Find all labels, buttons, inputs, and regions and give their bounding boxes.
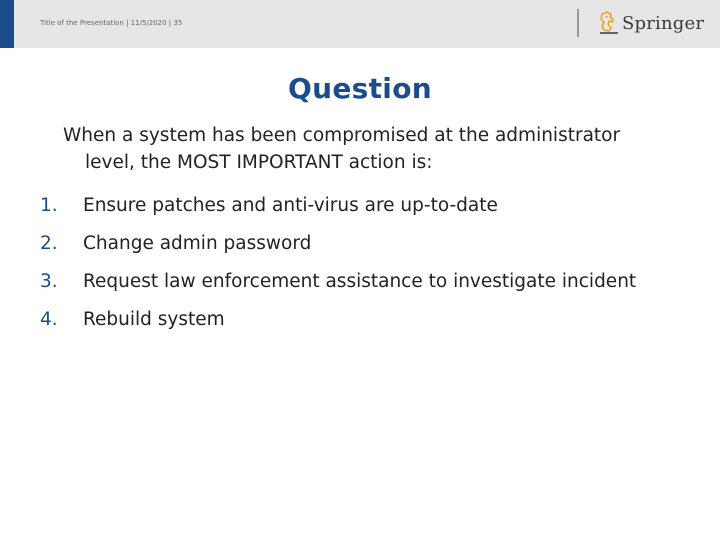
answer-option-3: [40, 262, 700, 300]
answer-options-list: [40, 186, 700, 338]
option-number: 2.: [40, 232, 58, 254]
option-text: Change admin password: [83, 232, 312, 254]
option-number: 3.: [40, 270, 58, 292]
option-text: Rebuild system: [83, 308, 225, 330]
springer-logo-text: Springer: [622, 12, 705, 34]
option-text: Ensure patches and anti-virus are up-to-date: [83, 194, 498, 216]
header-bar: [0, 0, 720, 48]
answer-option-2: [40, 224, 700, 262]
answer-option-1: [40, 186, 700, 224]
header-accent-strip: [0, 0, 14, 48]
header-divider: [577, 9, 579, 37]
question-line-1: When a system has been compromised at the administrator: [63, 125, 621, 146]
answer-option-4: [40, 300, 700, 338]
slide-title: Question: [288, 72, 432, 105]
option-number: 1.: [40, 194, 58, 216]
question-text: [63, 122, 683, 176]
question-line-2: level, the MOST IMPORTANT action is:: [85, 152, 433, 173]
springer-logo: [598, 10, 704, 36]
option-number: 4.: [40, 308, 58, 330]
option-text: Request law enforcement assistance to investigate incident: [83, 270, 637, 292]
springer-horse-icon: [598, 11, 620, 35]
presentation-meta: Title of the Presentation | 11/5/2020 | 35: [40, 19, 183, 27]
